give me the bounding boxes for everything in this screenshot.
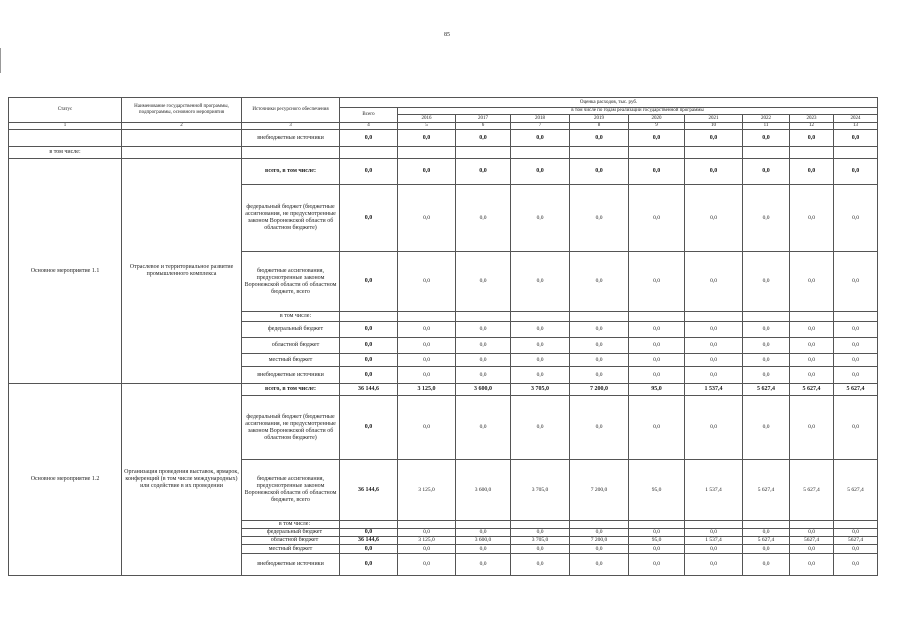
value-total: 0,0	[340, 529, 398, 537]
value-cell: 0,0	[629, 529, 685, 537]
value-cell: 0,0	[456, 367, 511, 384]
col-number: 8	[570, 123, 629, 130]
value-cell: 3 705,0	[511, 460, 570, 521]
col-number: 10	[685, 123, 743, 130]
value-total: 0,0	[340, 252, 398, 312]
value-cell: 0,0	[398, 159, 456, 185]
value-cell: 0,0	[685, 185, 743, 252]
value-cell: 3 125,0	[398, 460, 456, 521]
value-cell: 1 537,4	[685, 537, 743, 545]
header-by-years: в том числе по годам реализации государственной программы	[398, 108, 878, 115]
value-cell: 0,0	[685, 554, 743, 576]
value-cell: 5 627,4	[790, 384, 834, 396]
value-cell: 0,0	[834, 322, 878, 338]
value-cell: 0,0	[685, 545, 743, 554]
value-cell: 0,0	[570, 185, 629, 252]
col-number: 2	[122, 123, 242, 130]
value-cell: 0,0	[743, 367, 790, 384]
value-cell: 0,0	[629, 354, 685, 367]
col-number: 3	[242, 123, 340, 130]
value-cell: 0,0	[790, 554, 834, 576]
value-cell: 0,0	[743, 159, 790, 185]
source-label: местный бюджет	[242, 545, 340, 554]
value-cell: 0,0	[511, 159, 570, 185]
value-cell: 3 600,0	[456, 460, 511, 521]
value-cell: 0,0	[398, 367, 456, 384]
value-cell: 3 125,0	[398, 384, 456, 396]
value-cell: 0,0	[685, 130, 743, 147]
value-cell: 0,0	[511, 130, 570, 147]
source-label: федеральный бюджет (бюджетные ассигнования, не предусмотренные законом Воронежской области об областном бюджете)	[242, 185, 340, 252]
value-cell: 0,0	[790, 130, 834, 147]
value-cell: 7 200,0	[570, 537, 629, 545]
value-cell: 0,0	[629, 367, 685, 384]
source-label: местный бюджет	[242, 354, 340, 367]
value-cell: 0,0	[834, 354, 878, 367]
value-cell: 0,0	[511, 185, 570, 252]
value-cell: 0,0	[790, 367, 834, 384]
source-label: всего, в том числе:	[242, 159, 340, 185]
value-total: 0,0	[340, 367, 398, 384]
value-cell: 0,0	[456, 529, 511, 537]
value-cell: 0,0	[743, 322, 790, 338]
table-row	[9, 384, 878, 396]
value-total: 36 144,6	[340, 460, 398, 521]
value-cell: 0,0	[629, 322, 685, 338]
header-total: Всего	[340, 108, 398, 123]
value-cell: 0,0	[570, 130, 629, 147]
value-cell: 0,0	[511, 322, 570, 338]
value-cell: 0,0	[834, 185, 878, 252]
value-total: 0,0	[340, 338, 398, 354]
value-cell: 0,0	[790, 529, 834, 537]
value-cell: 0,0	[511, 554, 570, 576]
value-total: 0,0	[340, 185, 398, 252]
value-cell: 0,0	[570, 554, 629, 576]
value-cell: 0,0	[629, 396, 685, 460]
scan-margin-mark	[0, 48, 1, 73]
value-cell: 0,0	[685, 322, 743, 338]
value-cell: 3 600,0	[456, 537, 511, 545]
value-total: 0,0	[340, 130, 398, 147]
source-label: бюджетные ассигнования, предусмотренные законом Воронежской области об областном бюджете, всего	[242, 460, 340, 521]
value-cell: 5627,4	[834, 537, 878, 545]
value-cell: 0,0	[834, 338, 878, 354]
value-cell: 0,0	[398, 252, 456, 312]
value-cell: 0,0	[456, 545, 511, 554]
value-cell: 7 200,0	[570, 460, 629, 521]
value-cell: 0,0	[570, 338, 629, 354]
source-label: бюджетные ассигнования, предусмотренные законом Воронежской области об областном бюджете, всего	[242, 252, 340, 312]
value-cell: 0,0	[398, 554, 456, 576]
value-cell: 0,0	[398, 185, 456, 252]
year-2017: 2017	[456, 115, 511, 123]
value-cell: 0,0	[834, 252, 878, 312]
value-cell: 0,0	[398, 545, 456, 554]
value-total: 36 144,6	[340, 537, 398, 545]
value-total: 36 144,6	[340, 384, 398, 396]
value-cell: 0,0	[743, 130, 790, 147]
value-cell: 0,0	[685, 396, 743, 460]
table-row	[9, 159, 878, 185]
value-cell: 95,0	[629, 384, 685, 396]
value-cell: 0,0	[834, 529, 878, 537]
value-cell: 0,0	[834, 130, 878, 147]
value-cell: 0,0	[398, 396, 456, 460]
value-cell: 0,0	[629, 338, 685, 354]
value-cell: 0,0	[456, 554, 511, 576]
value-cell: 0,0	[511, 529, 570, 537]
col-number: 11	[743, 123, 790, 130]
value-cell: 95,0	[629, 460, 685, 521]
source-label: областной бюджет	[242, 338, 340, 354]
value-cell: 0,0	[743, 529, 790, 537]
value-cell: 3 600,0	[456, 384, 511, 396]
year-2022: 2022	[743, 115, 790, 123]
col-number: 4	[340, 123, 398, 130]
year-2024: 2024	[834, 115, 878, 123]
value-cell: 0,0	[834, 554, 878, 576]
value-total: 0,0	[340, 354, 398, 367]
header-sources: Источники ресурсного обеспечения	[242, 98, 340, 123]
header-row-1	[9, 98, 878, 108]
value-cell: 0,0	[456, 396, 511, 460]
value-cell: 0,0	[398, 529, 456, 537]
value-cell: 5 627,4	[834, 460, 878, 521]
measure-1-2-status: Основное мероприятие 1.2	[9, 384, 122, 576]
value-cell: 5 627,4	[790, 460, 834, 521]
value-cell: 0,0	[834, 396, 878, 460]
value-cell: 0,0	[511, 367, 570, 384]
source-label: внебюджетные источники	[242, 367, 340, 384]
value-total: 0,0	[340, 545, 398, 554]
value-cell: 0,0	[834, 367, 878, 384]
year-2021: 2021	[685, 115, 743, 123]
year-2020: 2020	[629, 115, 685, 123]
value-cell: 0,0	[570, 159, 629, 185]
year-2018: 2018	[511, 115, 570, 123]
value-cell: 3 705,0	[511, 537, 570, 545]
including-label: в том числе:	[242, 312, 340, 322]
measure-1-2-name: Организация проведения выставок, ярмарок, конференций (в том числе международных) или содействие в их проведении	[122, 384, 242, 576]
value-cell: 0,0	[743, 396, 790, 460]
value-cell: 0,0	[685, 529, 743, 537]
value-cell: 0,0	[834, 159, 878, 185]
col-number: 6	[456, 123, 511, 130]
status-cell	[9, 130, 122, 147]
value-cell: 0,0	[743, 554, 790, 576]
value-cell: 0,0	[456, 338, 511, 354]
value-cell: 7 200,0	[570, 384, 629, 396]
value-cell: 0,0	[570, 252, 629, 312]
value-cell: 0,0	[511, 354, 570, 367]
table-row	[9, 147, 878, 159]
value-cell: 0,0	[629, 159, 685, 185]
value-cell: 1 537,4	[685, 460, 743, 521]
value-cell: 5 627,4	[743, 384, 790, 396]
value-cell: 0,0	[790, 159, 834, 185]
value-cell: 0,0	[456, 185, 511, 252]
value-cell: 5 627,4	[743, 460, 790, 521]
value-cell: 0,0	[456, 130, 511, 147]
measure-1-1-name: Отраслевое и территориальное развитие промышленного комплекса	[122, 159, 242, 384]
col-number: 7	[511, 123, 570, 130]
value-total: 0,0	[340, 396, 398, 460]
value-cell: 0,0	[398, 322, 456, 338]
value-cell: 0,0	[511, 396, 570, 460]
col-number: 13	[834, 123, 878, 130]
table-row	[9, 130, 878, 147]
value-cell: 5627,4	[790, 537, 834, 545]
year-2023: 2023	[790, 115, 834, 123]
value-cell: 0,0	[629, 252, 685, 312]
value-cell: 0,0	[743, 545, 790, 554]
value-cell: 0,0	[629, 545, 685, 554]
value-cell: 0,0	[790, 252, 834, 312]
value-total: 0,0	[340, 159, 398, 185]
source-label: всего, в том числе:	[242, 384, 340, 396]
value-cell: 0,0	[629, 130, 685, 147]
value-cell: 0,0	[511, 252, 570, 312]
value-cell: 0,0	[790, 322, 834, 338]
value-cell: 0,0	[570, 529, 629, 537]
value-cell: 0,0	[834, 545, 878, 554]
including-label: в том числе:	[242, 521, 340, 529]
value-cell: 0,0	[790, 354, 834, 367]
measure-1-1-status: Основное мероприятие 1.1	[9, 159, 122, 384]
value-cell: 1 537,4	[685, 384, 743, 396]
value-cell: 0,0	[685, 252, 743, 312]
value-cell: 0,0	[398, 354, 456, 367]
source-label: внебюджетные источники	[242, 554, 340, 576]
col-number: 1	[9, 123, 122, 130]
value-cell: 5 627,4	[834, 384, 878, 396]
column-numbers-row	[9, 123, 878, 130]
value-cell: 0,0	[570, 354, 629, 367]
value-cell: 3 705,0	[511, 384, 570, 396]
value-cell: 0,0	[456, 159, 511, 185]
value-cell: 0,0	[743, 354, 790, 367]
col-number: 5	[398, 123, 456, 130]
value-cell: 0,0	[456, 354, 511, 367]
value-cell: 0,0	[570, 545, 629, 554]
value-cell: 0,0	[790, 545, 834, 554]
value-cell: 0,0	[685, 338, 743, 354]
value-cell: 0,0	[790, 396, 834, 460]
value-cell: 0,0	[743, 338, 790, 354]
expense-table	[8, 97, 878, 576]
value-cell: 0,0	[743, 185, 790, 252]
value-cell: 0,0	[456, 252, 511, 312]
source-label: внебюджетные источники	[242, 130, 340, 147]
source-label: федеральный бюджет (бюджетные ассигнования, не предусмотренные законом Воронежской области об областном бюджете)	[242, 396, 340, 460]
year-2019: 2019	[570, 115, 629, 123]
including-label: в том числе:	[9, 147, 122, 159]
header-status: Статус	[9, 98, 122, 123]
value-cell: 0,0	[570, 396, 629, 460]
value-total: 0,0	[340, 554, 398, 576]
value-cell: 0,0	[629, 185, 685, 252]
value-cell: 0,0	[685, 159, 743, 185]
value-cell: 0,0	[685, 367, 743, 384]
value-cell: 0,0	[743, 252, 790, 312]
value-cell: 95,0	[629, 537, 685, 545]
value-cell: 0,0	[790, 338, 834, 354]
name-cell	[122, 130, 242, 147]
year-2016: 2016	[398, 115, 456, 123]
page-number: 85	[444, 32, 450, 38]
value-cell: 0,0	[511, 545, 570, 554]
value-cell: 0,0	[629, 554, 685, 576]
col-number: 12	[790, 123, 834, 130]
source-label: федеральный бюджет	[242, 529, 340, 537]
source-label: областной бюджет	[242, 537, 340, 545]
value-cell: 0,0	[511, 338, 570, 354]
value-cell: 0,0	[790, 185, 834, 252]
value-cell: 0,0	[570, 322, 629, 338]
value-cell: 0,0	[398, 338, 456, 354]
value-cell: 3 125,0	[398, 537, 456, 545]
value-cell: 0,0	[398, 130, 456, 147]
value-cell: 0,0	[685, 354, 743, 367]
value-cell: 5 627,4	[743, 537, 790, 545]
value-total: 0,0	[340, 322, 398, 338]
col-number: 9	[629, 123, 685, 130]
header-estimate: Оценка расходов, тыс. руб.	[340, 98, 878, 108]
value-cell: 0,0	[570, 367, 629, 384]
header-program-name: Наименование государственной программы, подпрограммы, основного мероприятия	[122, 98, 242, 123]
source-label: федеральный бюджет	[242, 322, 340, 338]
value-cell: 0,0	[456, 322, 511, 338]
